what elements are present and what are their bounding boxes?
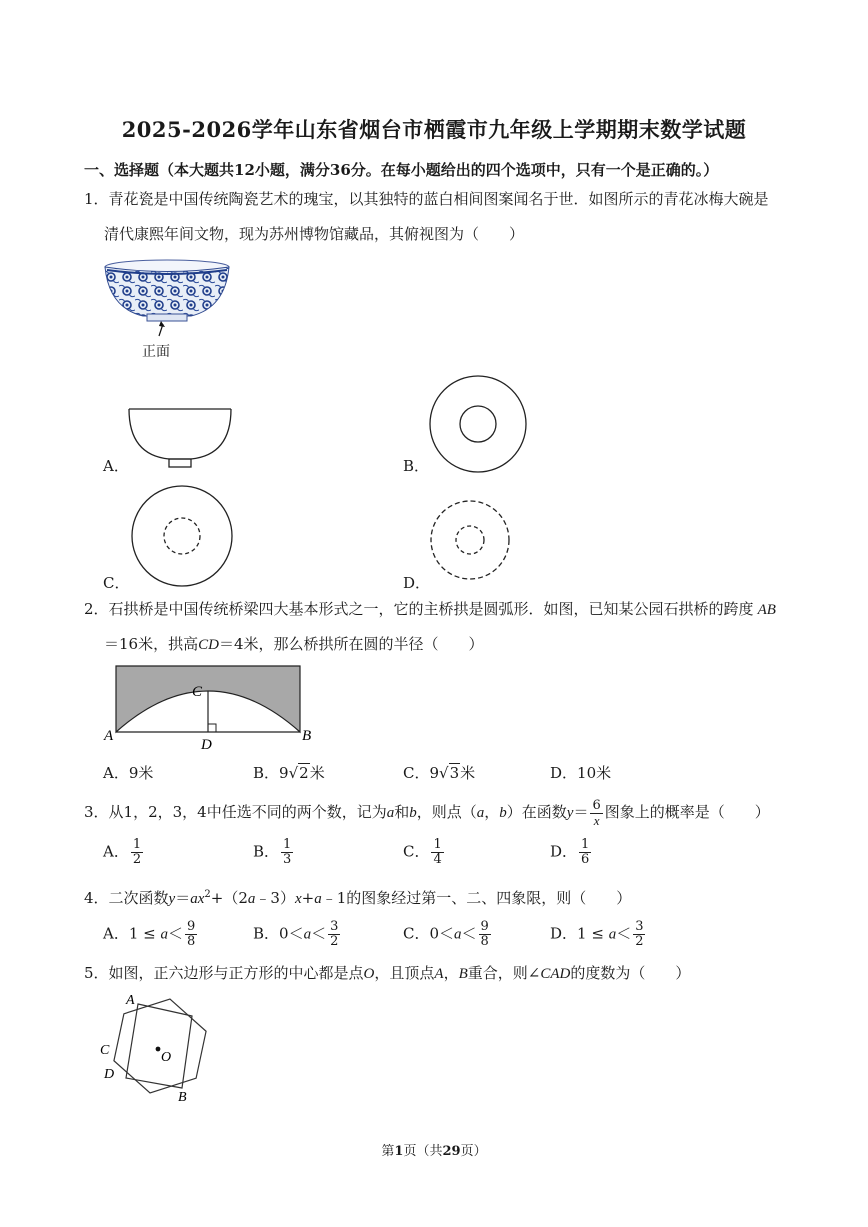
figure-label-o: O: [161, 1050, 172, 1065]
bridge-figure: [100, 660, 320, 756]
q4-option-a[interactable]: A．1 ≤ a＜ $\frac{9}{8}$: [103, 919, 196, 949]
q3-option-c[interactable]: C． $\frac{1}{4}$: [403, 837, 442, 867]
q2-option-a[interactable]: A．9米: [103, 764, 154, 782]
q1-line1: 1．青花瓷是中国传统陶瓷艺术的瑰宝，以其独特的蓝白相间图案闻名于世．如图所示的青花冰梅大碗是: [84, 190, 769, 208]
section-header: 一、选择题（本大题共12小题，满分36分。在每小题给出的四个选项中，只有一个是正确的。）: [84, 161, 719, 179]
bowl-front-label: 正面: [142, 344, 170, 360]
q4-text: 4．二次函数$y=ax^2+(2a﹣3)x+a﹣1$的图象经过第一、二、四象限，则（ ）: [84, 889, 632, 907]
figure-label-b: B: [178, 1090, 187, 1105]
q4-option-c[interactable]: C．0＜a＜ $\frac{9}{8}$: [403, 919, 489, 949]
q2-option-d[interactable]: D．10米: [550, 764, 612, 782]
bridge-label-b: B: [302, 728, 312, 744]
q1-line2: 清代康熙年间文物，现为苏州博物馆藏品，其俯视图为（ ）: [104, 225, 525, 243]
figure-label-d: D: [104, 1067, 115, 1082]
q1-option-d-figure[interactable]: [428, 498, 512, 586]
current-page: 1: [394, 1144, 404, 1159]
q2-line2: ＝16米，拱高CD＝4米，那么桥拱所在圆的半径（ ）: [104, 635, 484, 653]
document-title: 2025-2026学年山东省烟台市栖霞市九年级上学期期末数学试题: [121, 117, 747, 142]
figure-label-a: A: [126, 993, 135, 1008]
figure-label-c: C: [100, 1043, 110, 1058]
total-pages: 29: [442, 1144, 461, 1159]
hexagon-square-figure: [98, 990, 218, 1109]
q3-text: 3．从1，2，3，4中任选不同的两个数，记为a和b，则点（a，b）在函数y＝ $\frac{6}{x}$ 图象上的概率是（ ）: [84, 797, 770, 828]
q4-option-b[interactable]: B．0＜a＜ $\frac{3}{2}$: [253, 919, 339, 949]
q3-option-d[interactable]: D． $\frac{1}{6}$: [550, 837, 590, 867]
q1-option-d-label: D．: [403, 574, 431, 592]
q5-text: 5．如图，正六边形与正方形的中心都是点O，且顶点A，B重合，则∠CAD的度数为（ ）: [84, 964, 691, 982]
q1-option-b-label: B．: [403, 457, 430, 475]
q2-option-b[interactable]: B．9√2米: [253, 764, 325, 782]
q1-option-b-figure[interactable]: [428, 374, 528, 478]
q1-option-c-figure[interactable]: [130, 484, 234, 592]
bridge-label-a: A: [104, 728, 114, 744]
bridge-label-c: C: [192, 684, 203, 700]
page-footer: 第1页（共29页）: [381, 1144, 487, 1159]
q2-line1: 2．石拱桥是中国传统桥梁四大基本形式之一，它的主桥拱是圆弧形．如图，已知某公园石拱桥的跨度 AB: [84, 600, 776, 618]
q1-option-a-label: A．: [103, 457, 129, 475]
q4-option-d[interactable]: D．1 ≤ a＜ $\frac{3}{2}$: [550, 919, 644, 949]
q1-option-c-label: C．: [103, 574, 130, 592]
q2-option-c[interactable]: C．9√3米: [403, 764, 476, 782]
bridge-label-d: D: [201, 737, 212, 752]
q3-option-b[interactable]: B． $\frac{1}{3}$: [253, 837, 292, 867]
q3-option-a[interactable]: A． $\frac{1}{2}$: [103, 837, 142, 867]
q1-option-a-figure[interactable]: [125, 403, 235, 477]
